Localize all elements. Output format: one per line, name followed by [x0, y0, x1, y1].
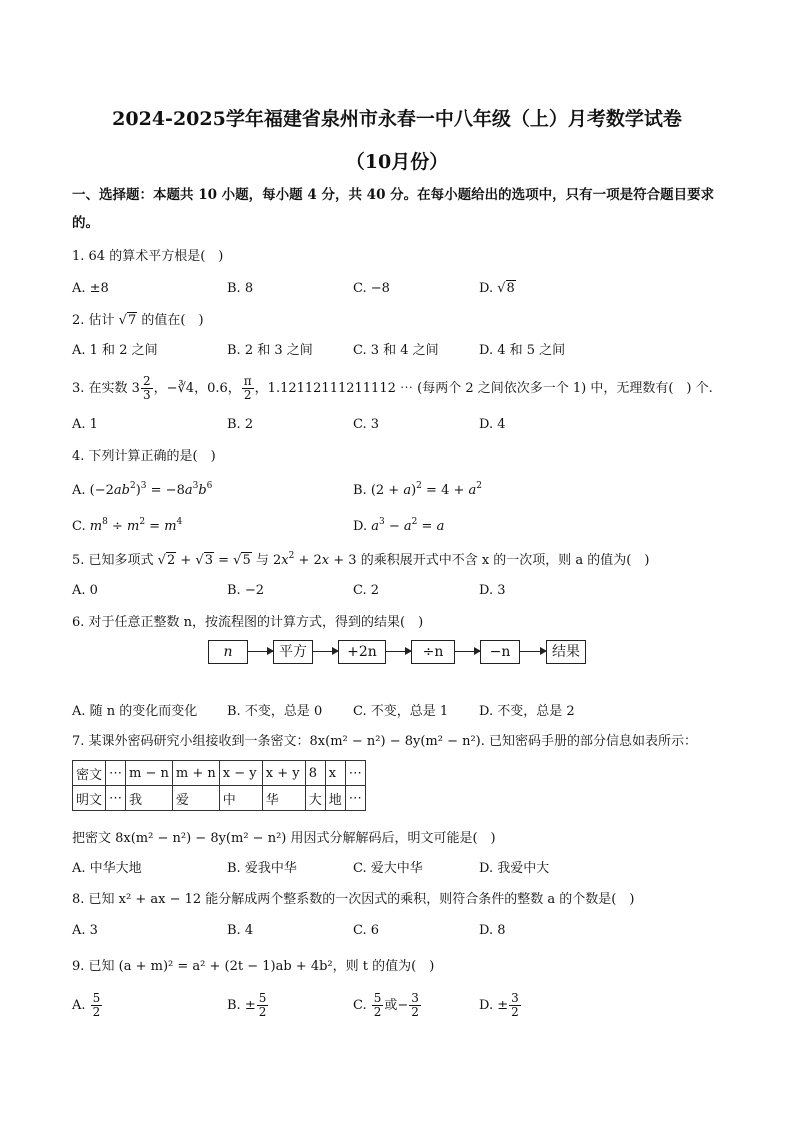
q7-option-c: C. 爱大中华 — [353, 861, 423, 876]
table-cell: x — [325, 761, 345, 786]
question-7-followup: 把密文 8x(m² − n²) − 8y(m² − n²) 用因式分解解码后，明文可能是( ) — [72, 831, 496, 846]
table-cell: 密文 — [73, 761, 106, 786]
question-8-stem: 8. 已知 x² + ax − 12 能分解成两个整系数的一次因式的乘积，则符合条件的整数 a 的个数是( ) — [72, 892, 635, 907]
q4-option-d: D. $a^3 - a^2 = a$ — [353, 517, 445, 534]
flow-box-divide-n: ÷n — [411, 640, 455, 664]
table-cell: 地 — [325, 786, 345, 811]
q9-option-d: D. ± $\frac{3}{2}$ — [479, 991, 519, 1019]
q8-option-a: A. 3 — [72, 923, 98, 938]
q1-option-a: A. ±8 — [72, 281, 109, 296]
q6-option-d: D. 不变，总是 2 — [479, 704, 575, 719]
q8-option-d: D. 8 — [479, 923, 506, 938]
table-cell: ⋯ — [345, 786, 365, 811]
flow-arrow — [455, 651, 480, 652]
question-7-stem: 7. 某课外密码研究小组接收到一条密文：8x(m² − n²) − 8y(m² − n²). 已知密码手册的部分信息如表所示： — [72, 734, 698, 749]
q8-option-c: C. 6 — [353, 923, 380, 938]
q6-option-a: A. 随 n 的变化而变化 — [72, 704, 198, 719]
table-row — [73, 786, 366, 811]
q8-option-b: B. 4 — [227, 923, 254, 938]
question-9-stem: 9. 已知 (a + m)² = a² + (2t − 1)ab + 4b²，则 t 的值为( ) — [72, 959, 435, 974]
q7-option-a: A. 中华大地 — [72, 861, 142, 876]
q7-option-d: D. 我爱中大 — [479, 861, 550, 876]
flow-box-n: n — [208, 640, 248, 664]
table-cell: 中 — [219, 786, 262, 811]
section-heading-cont: 的。 — [72, 215, 99, 231]
section-heading: 一、选择题：本题共 10 小题，每小题 4 分，共 40 分。在每小题给出的选项中，只有一项是符合题目要求 — [72, 187, 715, 203]
flow-box-minus-n: −n — [480, 640, 520, 664]
question-4-stem: 4. 下列计算正确的是( ) — [72, 449, 216, 464]
flow-arrow — [248, 651, 273, 652]
table-cell: x + y — [262, 761, 305, 786]
table-cell: 大 — [305, 786, 325, 811]
flowchart — [208, 640, 588, 668]
q6-option-c: C. 不变，总是 1 — [353, 704, 449, 719]
q3-option-d: D. 4 — [479, 417, 506, 432]
table-cell: 华 — [262, 786, 305, 811]
table-cell: 明文 — [73, 786, 106, 811]
q9-option-a: A. $\frac{5}{2}$ — [72, 991, 101, 1019]
table-cell: m + n — [172, 761, 219, 786]
q4-option-c: C. $m^8 \div m^2 = m^4$ — [72, 517, 183, 534]
q7-option-b: B. 爱我中华 — [227, 861, 297, 876]
table-cell: m − n — [126, 761, 173, 786]
q1-option-c: C. −8 — [353, 281, 390, 296]
q2-option-a: A. 1 和 2 之间 — [72, 343, 158, 358]
page-subtitle: （10月份） — [345, 151, 449, 173]
q2-option-d: D. 4 和 5 之间 — [479, 343, 566, 358]
flow-arrow — [386, 651, 411, 652]
q9-option-b: B. ± $\frac{5}{2}$ — [227, 991, 267, 1019]
question-6-stem: 6. 对于任意正整数 n，按流程图的计算方式，得到的结果( ) — [72, 615, 424, 630]
flow-box-result: 结果 — [546, 640, 586, 664]
cipher-table — [72, 760, 366, 811]
q9-option-c: C. $\frac{5}{2}$ 或− $\frac{3}{2}$ — [353, 991, 419, 1019]
question-1-stem: 1. 64 的算术平方根是( ) — [72, 249, 224, 264]
q5-option-a: A. 0 — [72, 583, 98, 598]
question-3-stem: 3. 在实数 3 $\frac{2}{3}$ ，−∛4，0.6， $\frac{\pi}{2}$ ，1.12112111211112 ⋯ (每两个 2 之间依次多一个 1) 中，无理数有( ) 个. — [72, 374, 713, 402]
q6-option-b: B. 不变，总是 0 — [227, 704, 323, 719]
table-cell: 我 — [126, 786, 173, 811]
flow-arrow — [520, 651, 546, 652]
flow-box-square: 平方 — [273, 640, 313, 664]
table-cell: ⋯ — [345, 761, 365, 786]
flow-box-plus-2n: +2n — [338, 640, 386, 664]
q5-option-d: D. 3 — [479, 583, 506, 598]
table-cell: x − y — [219, 761, 262, 786]
q3-option-b: B. 2 — [227, 417, 254, 432]
table-cell: ⋯ — [106, 761, 126, 786]
page-title: 2024-2025学年福建省泉州市永春一中八年级（上）月考数学试卷 — [112, 108, 682, 130]
table-cell: 8 — [305, 761, 325, 786]
q5-option-b: B. −2 — [227, 583, 264, 598]
q3-option-c: C. 3 — [353, 417, 380, 432]
question-5-stem: 5. 已知多项式 √2 + √3 = √5 与 $2x^2 + 2x + 3$ 的乘积展开式中不含 x 的一次项，则 a 的值为( ) — [72, 551, 650, 568]
q2-option-c: C. 3 和 4 之间 — [353, 343, 439, 358]
flow-arrow — [313, 651, 338, 652]
table-row — [73, 761, 366, 786]
table-cell: ⋯ — [106, 786, 126, 811]
q2-option-b: B. 2 和 3 之间 — [227, 343, 313, 358]
q5-option-c: C. 2 — [353, 583, 380, 598]
question-2-stem: 2. 估计 √7 的值在( ) — [72, 313, 204, 328]
q4-option-b: B. $(2 + a)^2 = 4 + a^2$ — [353, 481, 482, 498]
q1-option-b: B. 8 — [227, 281, 254, 296]
q3-option-a: A. 1 — [72, 417, 98, 432]
q1-option-d: D. √8 — [479, 281, 515, 296]
table-cell: 爱 — [172, 786, 219, 811]
q4-option-a: A. $(-2ab^2)^3 = -8a^3b^6$ — [72, 481, 213, 498]
